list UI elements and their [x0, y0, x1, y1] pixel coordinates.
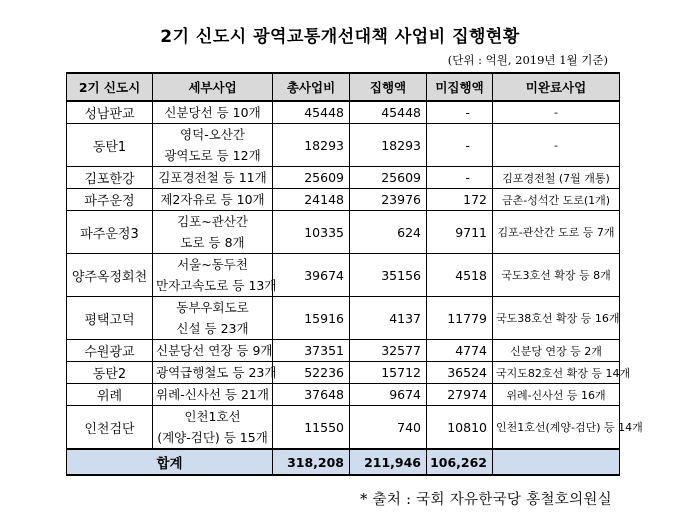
- table-row: [67, 167, 620, 189]
- column-header-incomplete: 미완료사업: [493, 73, 620, 101]
- cell-total: 39674: [273, 254, 350, 297]
- cell-detail-line: 만자고속도로 등 13개: [156, 278, 277, 293]
- column-header-region: 2기 신도시: [67, 73, 153, 101]
- totals-incomplete-empty: [493, 449, 620, 475]
- totals-unexecuted: 106,262: [427, 449, 493, 475]
- cell-total: 45448: [273, 101, 350, 124]
- cell-incomplete: 국도3호선 확장 등 8개: [493, 254, 620, 297]
- cell-total: 37351: [273, 340, 350, 362]
- table-row: [67, 124, 620, 167]
- cell-detail: [153, 189, 273, 211]
- cell-executed: 9674: [350, 384, 427, 406]
- cell-detail: [153, 362, 277, 384]
- column-header-executed: 집행액: [350, 73, 427, 101]
- cell-region: 인천검단: [67, 406, 153, 450]
- table-row: [67, 340, 620, 362]
- cell-detail-line: 인천1호선: [184, 409, 241, 424]
- cell-incomplete: 금촌-성석간 도로(1개): [493, 189, 620, 211]
- cell-region: 동탄2: [67, 362, 153, 384]
- cell-unexecuted: 172: [427, 189, 493, 211]
- table-row: [67, 297, 620, 340]
- cell-unexecuted: 9711: [427, 211, 493, 254]
- table-row: [67, 101, 620, 124]
- cell-total: 18293: [273, 124, 350, 167]
- cell-total: 52236: [273, 362, 350, 384]
- cell-region: 성남판교: [67, 101, 153, 124]
- cell-incomplete: -: [493, 124, 620, 167]
- table-row: [67, 189, 620, 211]
- cell-detail-line: 위례-신사선 등 21개: [156, 387, 269, 402]
- cell-region: 평택고덕: [67, 297, 153, 340]
- cell-detail: [153, 406, 273, 450]
- cell-unexecuted: 11779: [427, 297, 493, 340]
- cell-detail-line: 도로 등 8개: [180, 235, 245, 250]
- cell-detail: [153, 124, 273, 167]
- cell-total: 10335: [273, 211, 350, 254]
- cell-executed: 624: [350, 211, 427, 254]
- unit-note: (단위 : 억원, 2019년 1월 기준): [447, 53, 608, 67]
- cell-detail: [153, 254, 277, 297]
- totals-total: 318,208: [273, 449, 350, 475]
- cell-region: 동탄1: [67, 124, 153, 167]
- column-header-detail: 세부사업: [153, 73, 273, 101]
- totals-row: [67, 449, 620, 475]
- table-header-row: [67, 73, 620, 101]
- cell-incomplete: 국지도82호선 확장 등 14개: [493, 362, 620, 384]
- cell-region: 김포한강: [67, 167, 153, 189]
- table-row: [67, 254, 620, 297]
- cell-detail: [153, 297, 273, 340]
- table-row: [67, 362, 620, 384]
- cell-region: 파주운정: [67, 189, 153, 211]
- cell-executed: 740: [350, 406, 427, 450]
- table-row: [67, 384, 620, 406]
- cell-incomplete: 김포-관산간 도로 등 7개: [493, 211, 620, 254]
- cell-unexecuted: 27974: [427, 384, 493, 406]
- cell-detail-line: 서울~동두천: [177, 257, 248, 272]
- cell-unexecuted: 10810: [427, 406, 493, 450]
- cell-total: 25609: [273, 167, 350, 189]
- cell-detail-line: 신설 등 23개: [176, 321, 249, 336]
- cell-region: 수원광교: [67, 340, 153, 362]
- cell-total: 24148: [273, 189, 350, 211]
- cell-executed: 45448: [350, 101, 427, 124]
- cell-incomplete: 신분당 연장 등 2개: [493, 340, 620, 362]
- cell-executed: 25609: [350, 167, 427, 189]
- cell-detail-line: 김포경전철 등 11개: [158, 170, 267, 185]
- cell-executed: 35156: [350, 254, 427, 297]
- cell-unexecuted: -: [427, 124, 493, 167]
- cell-executed: 18293: [350, 124, 427, 167]
- cell-region: 위례: [67, 384, 153, 406]
- cell-detail: [153, 211, 273, 254]
- cell-detail-line: 신분당선 연장 등 9개: [156, 343, 273, 358]
- cell-detail: [153, 384, 273, 406]
- cell-executed: 32577: [350, 340, 427, 362]
- cell-detail: [153, 167, 273, 189]
- cell-unexecuted: 4774: [427, 340, 493, 362]
- totals-label: 합계: [67, 449, 273, 475]
- cell-unexecuted: -: [427, 167, 493, 189]
- budget-table: [66, 72, 643, 476]
- column-header-unexecuted: 미집행액: [427, 73, 493, 101]
- cell-incomplete: 위례-신사선 등 16개: [493, 384, 620, 406]
- cell-executed: 4137: [350, 297, 427, 340]
- cell-detail-line: 신분당선 등 10개: [164, 105, 261, 120]
- cell-detail-line: 김포~관산간: [177, 214, 248, 229]
- table-row: [67, 211, 620, 254]
- cell-total: 11550: [273, 406, 350, 450]
- column-header-total: 총사업비: [273, 73, 350, 101]
- cell-total: 15916: [273, 297, 350, 340]
- cell-region: 파주운정3: [67, 211, 153, 254]
- cell-detail-line: 영덕-오산간: [180, 127, 245, 142]
- table-row: [67, 406, 620, 450]
- cell-unexecuted: -: [427, 101, 493, 124]
- cell-executed: 23976: [350, 189, 427, 211]
- cell-incomplete: 국도38호선 확장 등 16개: [493, 297, 620, 340]
- totals-executed: 211,946: [350, 449, 427, 475]
- cell-detail-line: 제2자유로 등 10개: [160, 192, 265, 207]
- cell-incomplete: 김포경전철 (7월 개통): [493, 167, 620, 189]
- cell-total: 37648: [273, 384, 350, 406]
- page-title: 2기 신도시 광역교통개선대책 사업비 집행현황: [160, 27, 520, 47]
- cell-unexecuted: 4518: [427, 254, 493, 297]
- cell-detail: [153, 101, 273, 124]
- cell-unexecuted: 36524: [427, 362, 493, 384]
- cell-detail-line: 광역도로 등 12개: [164, 148, 261, 163]
- source-note: * 출처 : 국회 자유한국당 홍철호의원실: [360, 492, 612, 508]
- cell-detail-line: (계양-검단) 등 15개: [157, 430, 268, 445]
- cell-incomplete: -: [493, 101, 620, 124]
- cell-detail-line: 동부우회도로: [176, 300, 249, 315]
- cell-incomplete: 인천1호선(계양-검단) 등 14개: [493, 406, 620, 450]
- cell-region: 양주옥정회천: [67, 254, 153, 297]
- cell-detail: [153, 340, 273, 362]
- cell-executed: 15712: [350, 362, 427, 384]
- cell-detail-line: 광역급행철도 등 23개: [156, 365, 277, 380]
